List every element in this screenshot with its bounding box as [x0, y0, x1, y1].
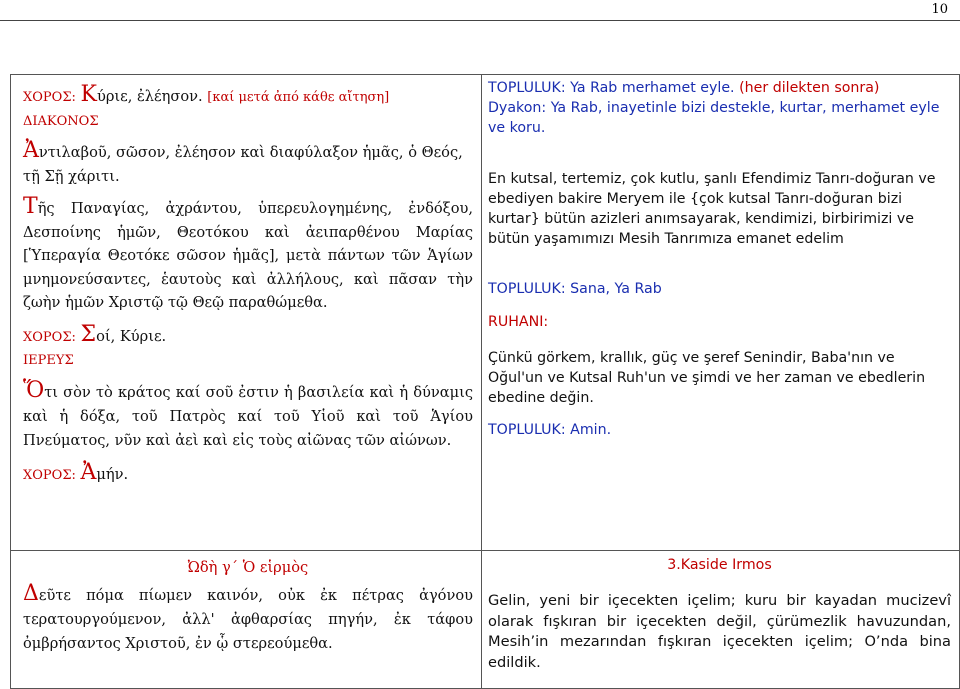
greek-deacon-petition — [23, 139, 473, 189]
response-text: Amin. — [570, 422, 612, 438]
petition-text: Ya Rab, inayetinle bizi destekle, kurtar, merhamet eyle ve koru. — [488, 100, 940, 136]
choir-label: TOPLULUK: — [488, 281, 566, 297]
drop-initial: Ἀ — [23, 138, 39, 163]
response-text: ύριε, ἐλέησον. — [96, 88, 203, 105]
choir-label: ΧΟΡΟΣ: — [23, 329, 76, 345]
choir-label: ΧΟΡΟΣ: — [23, 90, 76, 105]
deacon-label: Dyakon: — [488, 100, 547, 116]
response-text: οί, Κύριε. — [96, 327, 167, 345]
header-rule — [0, 20, 960, 21]
drop-initial: Ἀ — [80, 459, 97, 485]
greek-priest-label: ΙΕΡΕΥΣ — [23, 353, 74, 368]
ekphonesis-text: τι σὸν τὸ κράτος καί σοῦ ἐστιν ἡ βασιλεία καὶ ἡ δύναμις καὶ ἡ δόξα, τοῦ Πατρὸς καί τοῦ Υἱοῦ καὶ τοῦ Ἁγίου Πνεύματος, νῦν καὶ ἀεὶ καὶ εἰς τοὺς αἰῶνας τῶν αἰώνων. — [23, 383, 473, 449]
rubric-note: [καί μετά ἀπό κάθε αἴτηση] — [207, 90, 390, 105]
turkish-deacon-petition — [488, 98, 951, 138]
greek-deacon-label: ΔΙΑΚΟΝΟΣ — [23, 113, 99, 129]
drop-initial: Τ — [23, 194, 38, 219]
turkish-ode-cell — [482, 551, 960, 689]
litany-row — [11, 75, 960, 551]
drop-initial: Δ — [23, 580, 39, 606]
turkish-choir-response-1 — [488, 78, 951, 98]
turkish-ode-irmos: Gelin, yeni bir içecekten içelim; kuru bir kayadan mucizevî olarak fışkıran bir içecekten değil, çürümezlik havuzundan, Mesih’in mezarından fışkıran içecekten içelim; O’nda bina edildik. — [488, 592, 951, 671]
greek-choir-response-3 — [23, 461, 473, 488]
turkish-choir-response-2 — [488, 279, 951, 299]
response-text: Ya Rab merhamet eyle. — [570, 80, 735, 96]
response-text: Sana, Ya Rab — [570, 281, 662, 297]
greek-litany-cell — [11, 75, 482, 551]
greek-ode-title: Ὠδὴ γ΄ Ὁ εἱρμὸς — [187, 559, 309, 576]
page-number: 10 — [931, 2, 948, 17]
commemoration-text: ῆς Παναγίας, ἀχράντου, ὑπερευλογημένης, ἐνδόξου, Δεσποίνης ἡμῶν, Θεοτόκου καὶ ἀειπαρθένου Μαρίας [Ὑπεραγία Θεοτόκε σῶσον ἡμᾶς], μετὰ πάντων τῶν Ἁγίων μνημονεύσαντες, ἑαυτοὺς καὶ ἀλλήλους, καὶ πᾶσαν τὴν ζωὴν ἡμῶν Χριστῷ τῷ Θεῷ παραθώμεθα. — [23, 200, 473, 311]
choir-label: ΧΟΡΟΣ: — [23, 467, 76, 483]
drop-initial: Ὅ — [23, 377, 45, 403]
petition-text: ντιλαβοῦ, σῶσον, ἐλέησον καὶ διαφύλαξον ἡμᾶς, ὁ Θεός, τῇ Σῇ χάριτι. — [23, 144, 463, 185]
greek-ode-irmos — [23, 582, 473, 656]
turkish-ekphonesis: Çünkü görkem, krallık, güç ve şeref Senindir, Baba'nın ve Oğul'un ve Kutsal Ruh'un ve şimdi ve her zaman ve ebedlerin ebedine değin. — [488, 350, 926, 406]
greek-ode-cell — [11, 551, 482, 689]
turkish-litany-cell — [482, 75, 960, 551]
choir-label: TOPLULUK: — [488, 80, 566, 96]
drop-initial: Σ — [80, 321, 97, 347]
response-text: μήν. — [96, 465, 129, 483]
greek-choir-response-1 — [23, 83, 473, 110]
greek-commemoration — [23, 195, 473, 315]
liturgy-table — [10, 74, 960, 689]
greek-choir-response-2 — [23, 323, 473, 350]
rubric-note: (her dilekten sonra) — [739, 80, 880, 96]
turkish-priest-label: RUHANI: — [488, 314, 549, 330]
turkish-commemoration: En kutsal, tertemiz, çok kutlu, şanlı Efendimiz Tanrı-doğuran ve ebediyen bakire Meryem ile {çok kutsal Tanrı-doğuran bizi kurtar} bütün azizleri anımsayarak, kendimizi, birbirimizi ve bütün yaşamımızı Mesih Tanrımıza emanet edelim — [488, 171, 936, 247]
drop-initial: Κ — [80, 82, 97, 107]
turkish-choir-response-3 — [488, 420, 951, 440]
irmos-text: εῦτε πόμα πίωμεν καινόν, οὐκ ἐκ πέτρας ἀγόνου τερατουργούμενον, ἀλλ' ἀφθαρσίας πηγήν, ἐκ τάφου ὀμβρήσαντος Χριστοῦ, ἐν ᾧ στερεούμεθα. — [23, 586, 473, 652]
turkish-ode-title: 3.Kaside Irmos — [667, 557, 772, 573]
greek-ekphonesis — [23, 379, 473, 453]
choir-label: TOPLULUK: — [488, 422, 566, 438]
ode-row — [11, 551, 960, 689]
